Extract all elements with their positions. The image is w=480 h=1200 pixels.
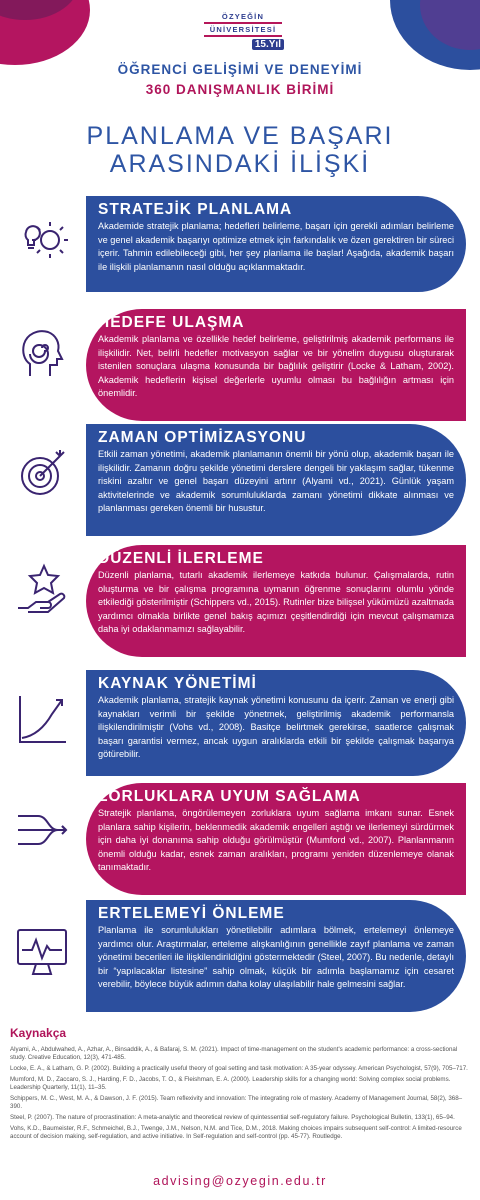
section-adapting-to-challenges <box>86 783 466 895</box>
reference-item: Vohs, K.D., Baumeister, R.F., Schmeichel, B.J., Twenge, J.M., Nelson, N.M. and Tice, D.M., 2018. Making choices impairs subsequent self-control: A limited-resource account of decision making, self-regulation, and active initiative. In Self-regulation and self-control (pp. 45-77). Routledge. <box>10 1125 462 1140</box>
section-heading: KAYNAK YÖNETİMİ <box>98 675 257 692</box>
section-body: Düzenli planlama, tutarlı akademik ilerlemeye katkıda bulunur. Çalışmalarda, rutin oluşturma ve bir çalışma programına uymanın öğrenme sonuçlarını olumlu yönde etkilediği gösterilmiştir (Schippers vd., 2015). Rutinler bize bilişsel yükümüzü azaltmada yardımcı olmakla birlikte genel bakış açımızı çeşitlendirdiği için mevcut çalışmamıza daha iyi odaklanmamızı sağlayabilir. <box>98 570 454 635</box>
section-heading: DÜZENLİ İLERLEME <box>98 550 264 567</box>
reference-item: Mumford, M. D., Zaccaro, S. J., Harding, F. D., Jacobs, T. O., & Fleishman, E. A. (2000). Leadership skills for a changing world: Solving complex social problems. Leadership Quarterly, 11(1), 11–35. <box>10 1076 451 1091</box>
logo-line-1: ÖZYEĞİN <box>221 12 265 21</box>
section-heading: HEDEFE ULAŞMA <box>98 314 245 331</box>
growth-chart-icon <box>12 690 72 750</box>
section-time-optimization <box>86 424 466 536</box>
target-icon <box>12 444 72 504</box>
section-body: Akademide stratejik planlama; hedefleri belirleme, başarı için gerekli adımları belirleme ve genel akademik başarıyı optimize etmek için farkındalık ve özen gerektiren bir süreci içerir. Tahmin edilebileceği gibi, her şey planlama ile başlar! Aşağıda, akademik başarı ile ilişkili planlamanın nasıl olduğu açıklanmaktadır. <box>98 221 454 272</box>
section-preventing-procrastination <box>86 900 466 1012</box>
university-logo <box>198 12 288 50</box>
section-resource-management <box>86 670 466 776</box>
section-strategic-planning <box>86 196 466 292</box>
reference-item: Schippers, M. C., West, M. A., & Dawson, J. F. (2015). Team reflexivity and innovation: The integrating role of mastery. Academy of Management Journal, 58(2), 368–390. <box>10 1095 463 1110</box>
unit-name-line-2: 360 DANIŞMANLIK BİRİMİ <box>145 82 335 97</box>
star-hand-icon <box>12 560 72 620</box>
section-goal-achievement <box>86 309 466 421</box>
section-heading: ZORLUKLARA UYUM SAĞLAMA <box>98 788 361 805</box>
page-title-line-2: ARASINDAKİ İLİŞKİ <box>109 150 371 178</box>
contact-email[interactable]: advising@ozyegin.edu.tr <box>153 1174 327 1188</box>
section-regular-progress <box>86 545 466 657</box>
logo-line-2: ÜNİVERSİTESİ <box>209 25 277 34</box>
head-spiral-icon <box>12 322 72 382</box>
section-body: Etkili zaman yönetimi, akademik planlamanın önemli bir yönü olup, akademik başarı ile ilişkilidir. Zamanın doğru şekilde yönetimi derslere dengeli bir yaklaşım sağlar, tükenme riskini azaltır ve genel başarı düzeyini artırır (Alyami vd., 2021). Günlük yaşam aktivitelerinde ve akademik sorumluluklarda zamanı yönetimi dikkate alınması ve planlanması gereken önemli bir husustur. <box>98 449 454 514</box>
anniversary-badge: 15.Yıl <box>252 39 284 50</box>
section-body: Akademik planlama ve özellikle hedef belirleme, geliştirilmiş akademik performans ile ilişkilidir. Net, belirli hedefler motivasyon sağlar ve bir yönelim duygusu oluşturarak istenilen sonuçlara ulaşma konusunda bir bağlılık geliştirir (Locke & Latham, 2002). Akademik hedeflerin kişisel değerlerle uyumlu olması bu bağlılığın artması için önemlidir. <box>98 334 454 399</box>
section-body: Stratejik planlama, öngörülemeyen zorluklara uyum sağlama imkanı sunar. Esnek planlara sahip kişilerin, beklenmedik akademik engelleri aştığı ve ilerlemeyi sürdürmek için daha iyi donanıma sahip olduğu görülmüştür (Mumford vd., 2007). Planlanmanın önemli olduğu kadar, esnek zaman aralıkları, programı yeniden düzenlemeye olanak tanımaktadır. <box>98 808 454 873</box>
monitor-pulse-icon <box>12 922 72 982</box>
references <box>10 1026 472 1144</box>
page-title-line-1: PLANLAMA VE BAŞARI <box>86 122 394 150</box>
references-heading: Kaynakça <box>10 1026 67 1040</box>
section-heading: ERTELEMEYİ ÖNLEME <box>98 905 285 922</box>
unit-name-line-1: ÖĞRENCİ GELİŞİMİ VE DENEYİMİ <box>117 62 363 77</box>
reference-item: Steel, P. (2007). The nature of procrastination: A meta-analytic and theoretical review of quintessential self-regulatory failure. Psychological Bulletin, 133(1), 65–94. <box>10 1114 455 1121</box>
reference-item: Locke, E. A., & Latham, G. P. (2002). Building a practically useful theory of goal setting and task motivation: A 35-year odyssey. American Psychologist, 57(9), 705–717. <box>10 1065 468 1072</box>
reference-item: Alyami, A., Abdulwahed, A., Azhar, A., Binsaddik, A., & Bafaraj, S. M. (2021). Impact of time-management on the student's academic performance: a cross-sectional study. Creative Education, 12(3), 471-485. <box>10 1046 458 1061</box>
arrows-flow-icon <box>12 800 72 860</box>
section-body: Planlama ile sorumlulukları yönetilebilir adımlara bölmek, ertelemeyi önlemeye yardımcı olur. Araştırmalar, erteleme alışkanlığının genellikle zayıf planlama ve zaman yönetimi becerileri ile ilişkilendirildiğini göstermektedir (Steel, 2007). Bu nedenle, detaylı bir “yapılacaklar listesine” sahip olmak, küçük bir adımla başlamamız için cesaret verebilir, böylece büyük adımın daha kolay ulaşılabilir hale gelmesini sağlar. <box>98 925 454 990</box>
section-body: Akademik planlama, stratejik kaynak yönetimi konusunu da içerir. Zaman ve enerji gibi kaynakları verimli bir şekilde yönetmek, geliştirilmiş akademik performansla ilişkilendirilmiştir (Vohs vd., 2008). Basitçe belirtmek gerekirse, saatlerce çalışmak başarı garantisi vermez, ancak uygun aralıklarda etkili bir şekilde çalışmak başarıya götürebilir. <box>98 695 454 760</box>
gear-bulb-icon <box>12 210 72 270</box>
section-heading: ZAMAN OPTİMİZASYONU <box>98 429 307 446</box>
section-heading: STRATEJİK PLANLAMA <box>98 201 293 218</box>
